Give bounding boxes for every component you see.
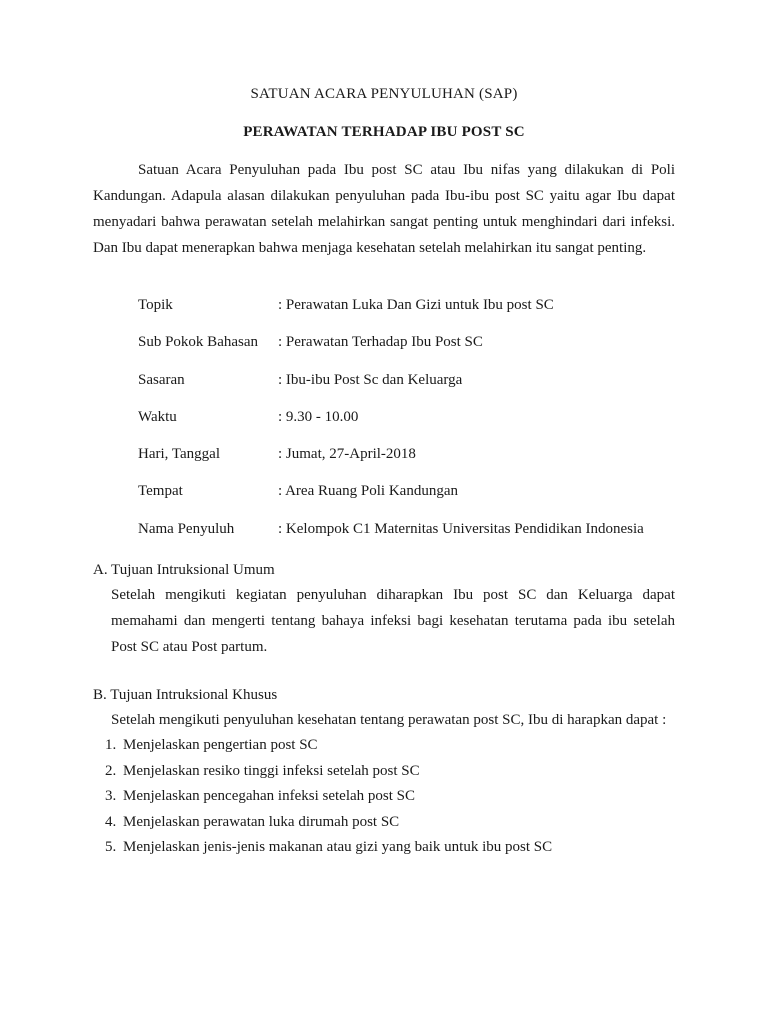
info-value: : 9.30 - 10.00 <box>278 408 359 425</box>
list-item <box>105 733 675 759</box>
list-item-text: Menjelaskan perawatan luka dirumah post SC <box>123 813 400 830</box>
section-b <box>93 683 675 861</box>
document-title: SATUAN ACARA PENYULUHAN (SAP) <box>250 86 518 102</box>
info-label: Sasaran <box>138 371 185 388</box>
info-row-nama-penyuluh <box>138 521 644 558</box>
list-item-text: Menjelaskan resiko tinggi infeksi setelah post SC <box>123 762 420 779</box>
list-item <box>105 835 675 861</box>
section-b-body: Setelah mengikuti penyuluhan kesehatan tentang perawatan post SC, Ibu di harapkan dapat : <box>111 712 667 728</box>
list-item-text: Menjelaskan pencegahan infeksi setelah post SC <box>123 788 416 804</box>
info-value: : Ibu-ibu Post Sc dan Keluarga <box>278 371 463 388</box>
section-b-heading: B. Tujuan Intruksional Khusus <box>93 687 278 703</box>
info-value: : Jumat, 27-April-2018 <box>278 446 416 463</box>
list-item-number: 3. <box>105 788 117 804</box>
info-value: : Perawatan Terhadap Ibu Post SC <box>278 334 483 351</box>
info-row-waktu <box>138 409 644 446</box>
info-row-hari-tanggal <box>138 446 644 483</box>
info-row-topik <box>138 297 644 334</box>
list-item-text: Menjelaskan jenis-jenis makanan atau gizi yang baik untuk ibu post SC <box>123 839 553 855</box>
section-a <box>93 558 675 660</box>
info-label: Topik <box>138 297 173 313</box>
list-item-number: 2. <box>105 762 117 779</box>
info-label: Tempat <box>138 483 183 500</box>
section-a-body: Setelah mengikuti kegiatan penyuluhan diharapkan Ibu post SC dan Keluarga dapat memahami dan mengerti tentang bahaya infeksi bagi kesehatan terutama pada ibu setelah Post SC atau Post partum. <box>111 587 675 655</box>
list-item-number: 5. <box>105 839 117 855</box>
section-a-heading: A. Tujuan Intruksional Umum <box>93 562 275 578</box>
info-value: : Perawatan Luka Dan Gizi untuk Ibu post SC <box>278 297 554 313</box>
objectives-list <box>105 733 675 861</box>
info-row-tempat <box>138 483 644 520</box>
info-table <box>138 297 644 558</box>
intro-paragraph: Satuan Acara Penyuluhan pada Ibu post SC atau Ibu nifas yang dilakukan di Poli Kandungan. Adapula alasan dilakukan penyuluhan pada Ibu-ibu post SC yaitu agar Ibu dapat menyadari bahwa perawatan setelah melahirkan sangat penting untuk menghindari dari infeksi. Dan Ibu dapat menerapkan bahwa menjaga kesehatan setelah melahirkan itu sangat penting. <box>93 162 675 256</box>
info-value: : Area Ruang Poli Kandungan <box>278 483 458 500</box>
list-item-number: 1. <box>105 737 117 753</box>
info-row-sasaran <box>138 372 644 409</box>
list-item-text: Menjelaskan pengertian post SC <box>123 737 318 753</box>
info-label: Waktu <box>138 408 177 425</box>
info-row-sub-pokok-bahasan <box>138 334 644 371</box>
list-item-number: 4. <box>105 813 117 830</box>
info-label: Sub Pokok Bahasan <box>138 334 258 351</box>
list-item <box>105 759 675 785</box>
info-label: Nama Penyuluh <box>138 520 235 537</box>
info-label: Hari, Tanggal <box>138 446 220 463</box>
info-value: : Kelompok C1 Maternitas Universitas Pendidikan Indonesia <box>278 520 644 537</box>
list-item <box>105 810 675 836</box>
list-item <box>105 784 675 810</box>
document-subtitle: PERAWATAN TERHADAP IBU POST SC <box>243 124 525 140</box>
